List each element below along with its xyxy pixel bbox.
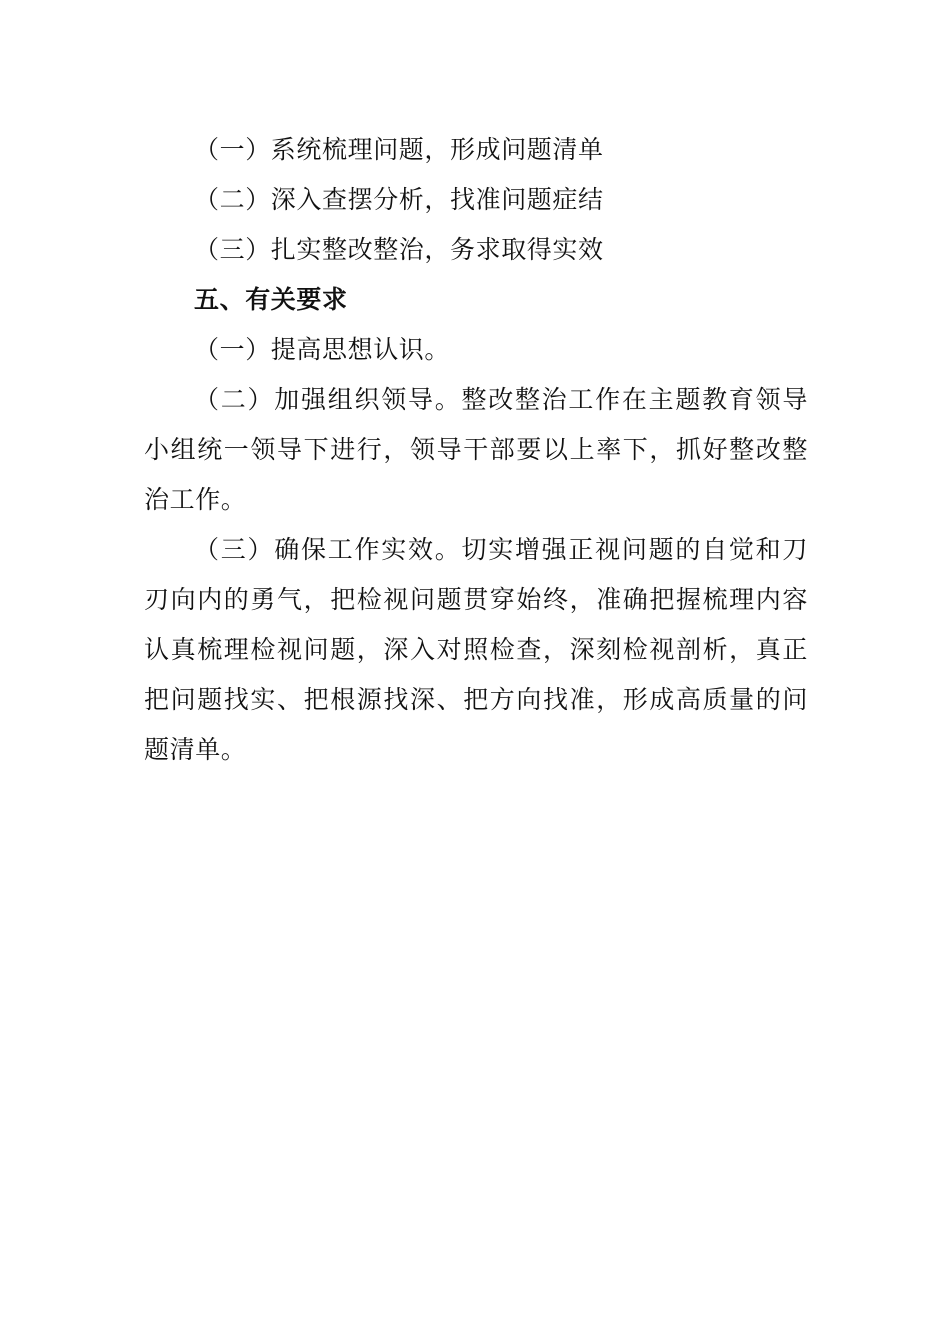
requirement-leadership: （二）加强组织领导。整改整治工作在主题教育领导小组统一领导下进行，领导干部要以上率下，抓好整改整治工作。 xyxy=(144,385,808,514)
paragraph-analysis: （二）深入查摆分析，找准问题症结 xyxy=(194,185,604,214)
section-heading: 五、有关要求 xyxy=(194,285,348,314)
requirement-effectiveness: （三）确保工作实效。切实增强正视问题的自觉和刀刃向内的勇气，把检视问题贯穿始终，准确把握梳理内容认真梳理检视问题，深入对照检查，深刻检视剖析，真正把问题找实、把根源找深、把方向找准，形成高质量的问题清单。 xyxy=(144,535,808,764)
paragraph-problem-list: （一）系统梳理问题，形成问题清单 xyxy=(194,135,604,164)
requirement-thinking: （一）提高思想认识。 xyxy=(194,335,451,364)
paragraph-rectification: （三）扎实整改整治，务求取得实效 xyxy=(194,235,604,264)
document-body xyxy=(144,125,808,775)
